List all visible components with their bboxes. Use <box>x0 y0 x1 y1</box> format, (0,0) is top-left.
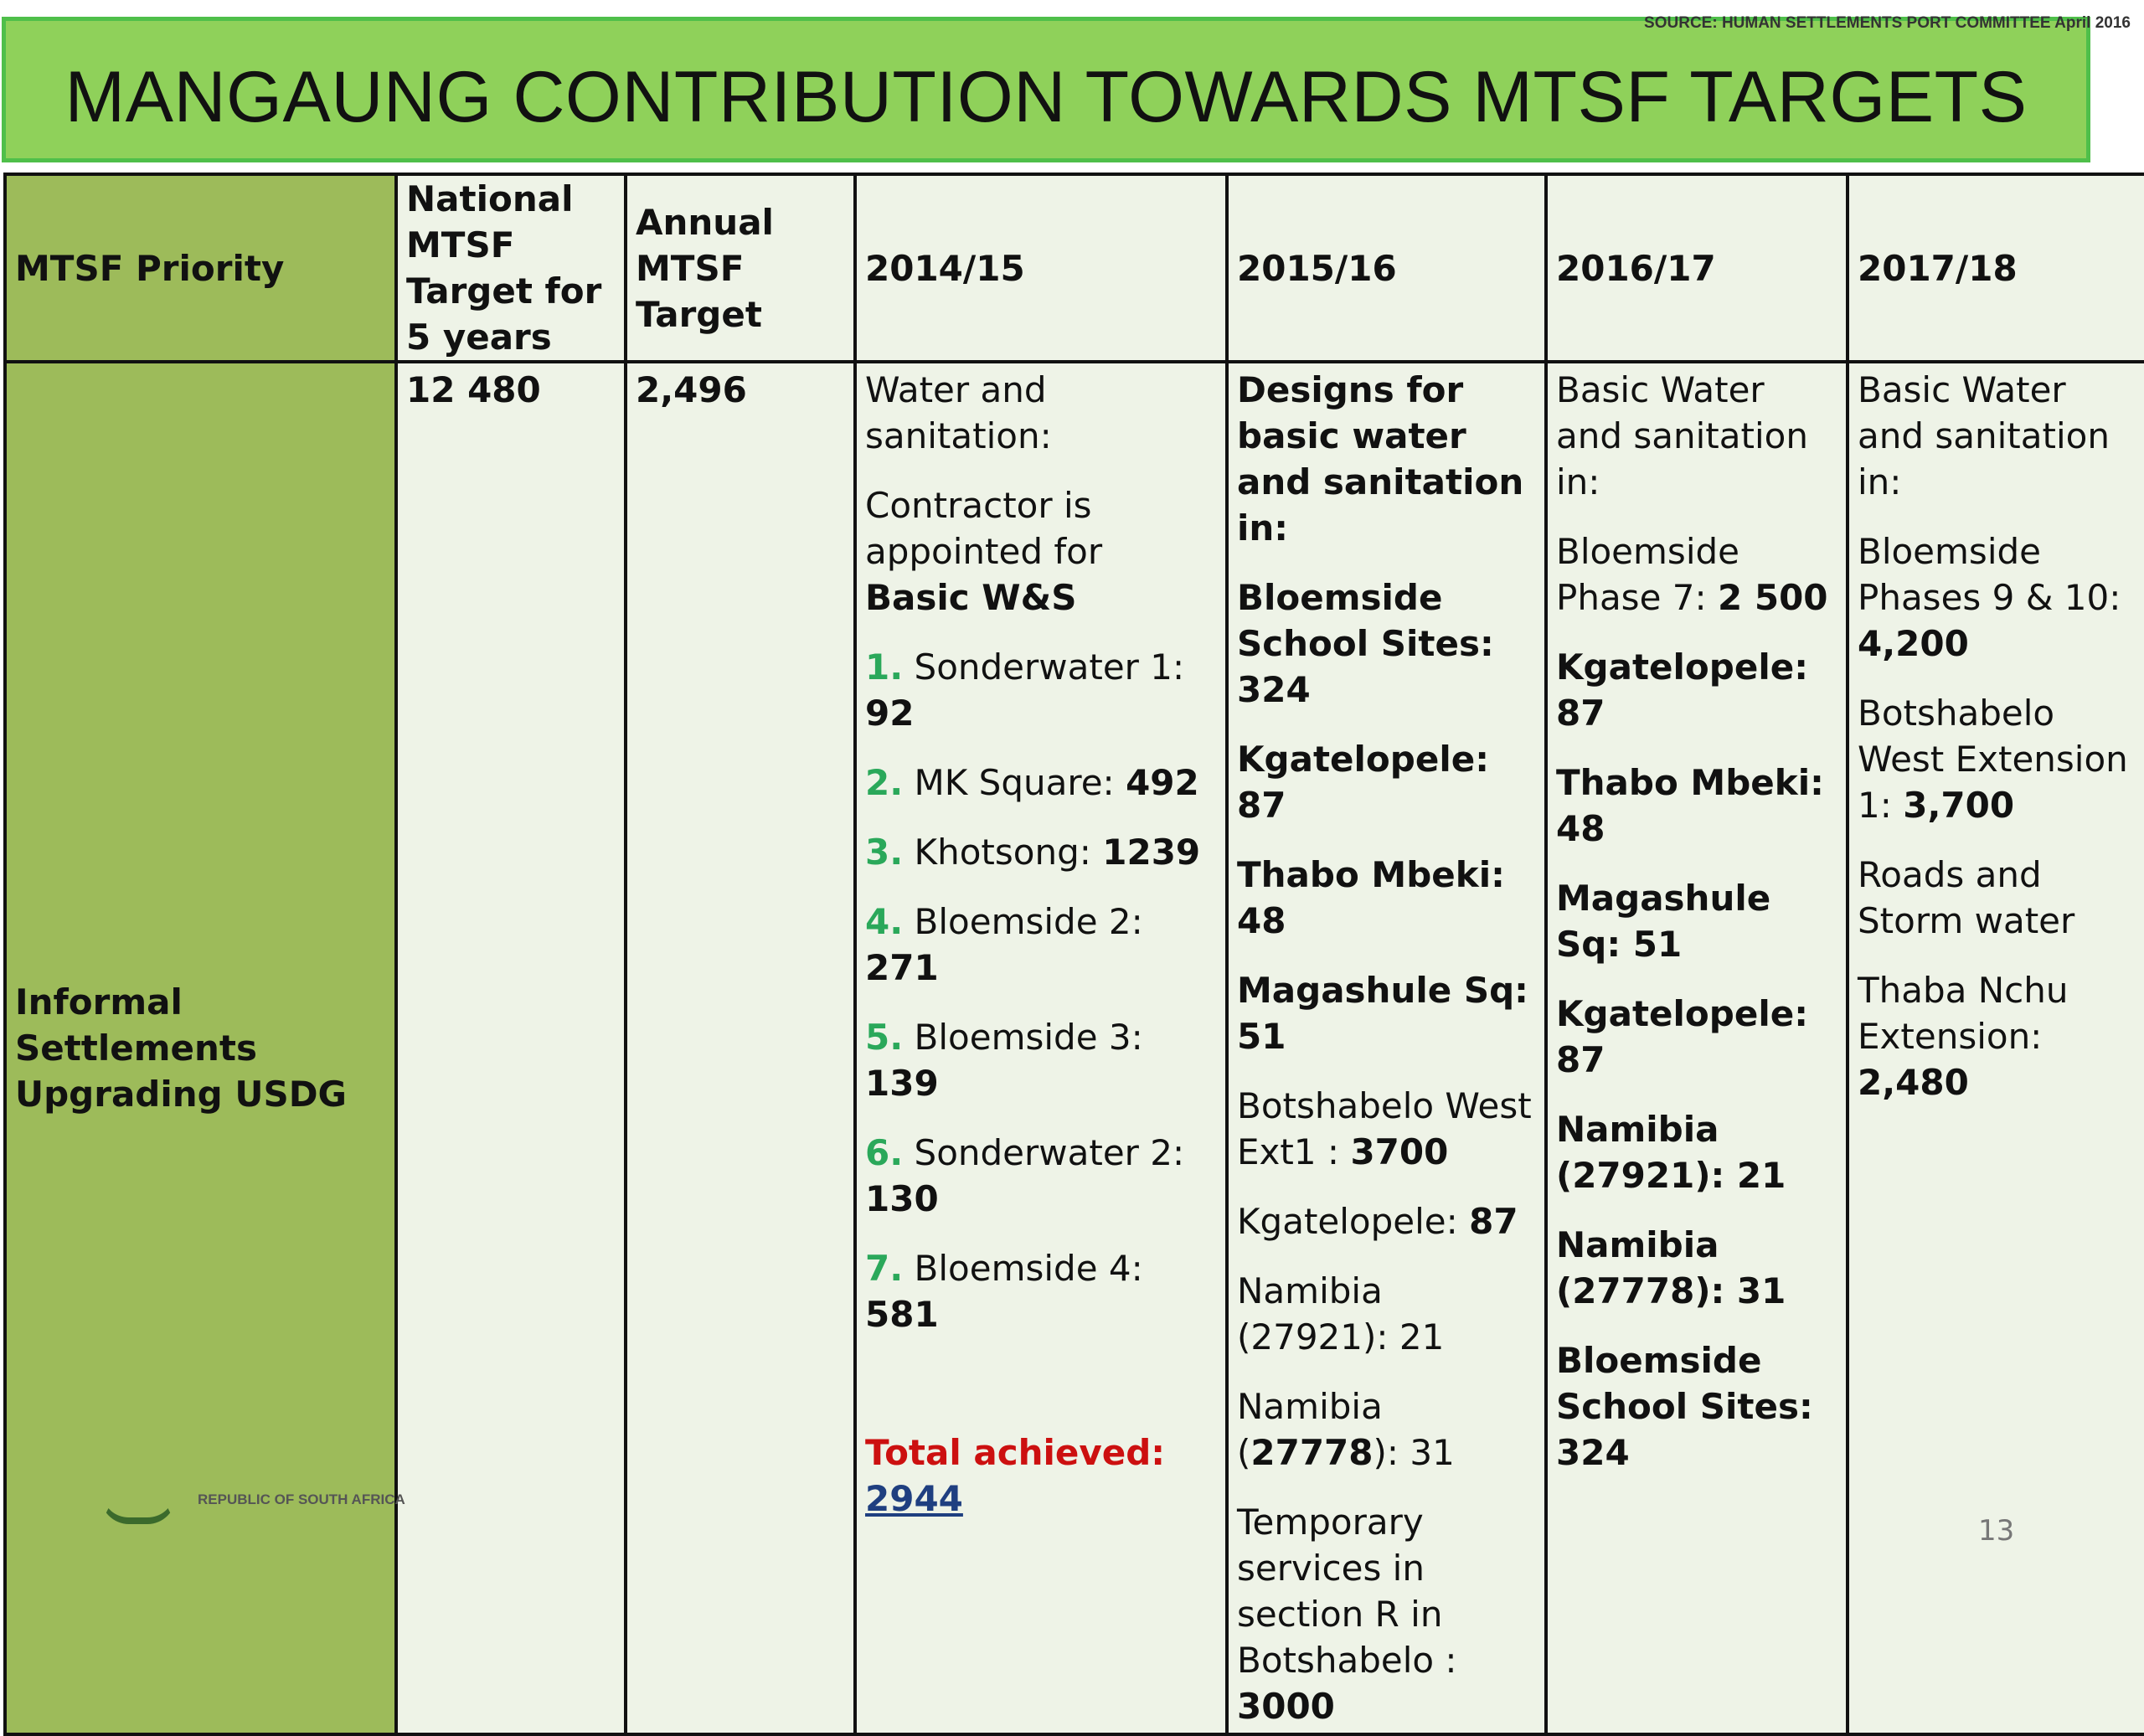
page-number: 13 <box>1978 1514 2015 1548</box>
header-national-target: National MTSF Target for 5 years <box>396 174 626 362</box>
list-item: 1. Sonderwater 1: 92 <box>865 646 1185 734</box>
list-item: Bloemside School Sites: 324 <box>1556 1340 1813 1473</box>
list-item: Botshabelo West Extension 1: 3,700 <box>1858 693 2128 826</box>
list-item: 5. Bloemside 3: 139 <box>865 1017 1143 1104</box>
y1-intro: Water and sanitation: <box>865 369 1052 456</box>
cell-2015-16 <box>1227 362 1546 1734</box>
cell-2016-17 <box>1546 362 1848 1734</box>
page-title: MANGAUNG CONTRIBUTION TOWARDS MTSF TARGETS <box>64 57 2028 137</box>
list-item: Bloemside Phase 7: 2 500 <box>1556 531 1828 618</box>
source-note: SOURCE: HUMAN SETTLEMENTS PORT COMMITTEE April 2016 <box>1644 14 2131 32</box>
list-item: Namibia (27921): 21 <box>1556 1109 1786 1196</box>
list-item: Magashule Sq: 51 <box>1556 878 1771 965</box>
table-row <box>5 362 2144 1734</box>
list-item: Thaba Nchu Extension: 2,480 <box>1858 970 2069 1103</box>
cell-2014-15 <box>855 362 1227 1734</box>
list-item: 3. Khotsong: 1239 <box>865 832 1201 873</box>
list-item: Magashule Sq: 51 <box>1237 970 1528 1057</box>
list-item: Thabo Mbeki: 48 <box>1556 762 1824 849</box>
list-item: Bloemside School Sites: 324 <box>1237 577 1494 710</box>
list-item: 2. MK Square: 492 <box>865 762 1199 803</box>
list-item: Kgatelopele: 87 <box>1237 1201 1518 1242</box>
header-2014-15: 2014/15 <box>855 174 1227 362</box>
y1-contractor: Contractor is appointed for Basic W&S <box>865 485 1103 618</box>
priority-cell: Informal Settlements Upgrading USDG <box>5 362 396 1734</box>
header-row <box>5 174 2144 362</box>
y2-heading: Designs for basic water and sanitation in: <box>1237 369 1524 549</box>
header-2015-16: 2015/16 <box>1227 174 1546 362</box>
list-item: Namibia (27778): 31 <box>1556 1224 1786 1311</box>
list-item: Thabo Mbeki: 48 <box>1237 854 1505 941</box>
list-item: Temporary services in section R in Botshabelo : 3000 <box>1237 1502 1457 1727</box>
footer-republic: REPUBLIC OF SOUTH AFRICA <box>198 1491 405 1507</box>
list-item: Kgatelopele: 87 <box>1556 993 1808 1080</box>
y4-intro: Basic Water and sanitation in: <box>1858 369 2110 502</box>
header-annual-target: Annual MTSF Target <box>626 174 855 362</box>
list-item: Bloemside Phases 9 & 10: 4,200 <box>1858 531 2121 664</box>
list-item: Roads and Storm water <box>1858 854 2075 941</box>
list-item: 7. Bloemside 4: 581 <box>865 1248 1143 1335</box>
annual-target-cell: 2,496 <box>626 362 855 1734</box>
list-item: Namibia (27778): 31 <box>1237 1386 1455 1473</box>
list-item: Namibia (27921): 21 <box>1237 1270 1445 1357</box>
list-item: Botshabelo West Ext1 : 3700 <box>1237 1085 1532 1172</box>
list-item: 6. Sonderwater 2: 130 <box>865 1132 1185 1219</box>
national-target-cell: 12 480 <box>396 362 626 1734</box>
header-2016-17: 2016/17 <box>1546 174 1848 362</box>
header-priority: MTSF Priority <box>5 174 396 362</box>
total-achieved: Total achieved: 2944 <box>865 1432 1166 1519</box>
list-item: 4. Bloemside 2: 271 <box>865 901 1143 988</box>
list-item: Kgatelopele: 87 <box>1237 739 1489 826</box>
header-2017-18: 2017/18 <box>1848 174 2144 362</box>
list-item: Kgatelopele: 87 <box>1556 646 1808 734</box>
y3-intro: Basic Water and sanitation in: <box>1556 369 1808 502</box>
total-achieved-link[interactable]: 2944 <box>865 1478 963 1519</box>
title-banner <box>2 17 2090 162</box>
